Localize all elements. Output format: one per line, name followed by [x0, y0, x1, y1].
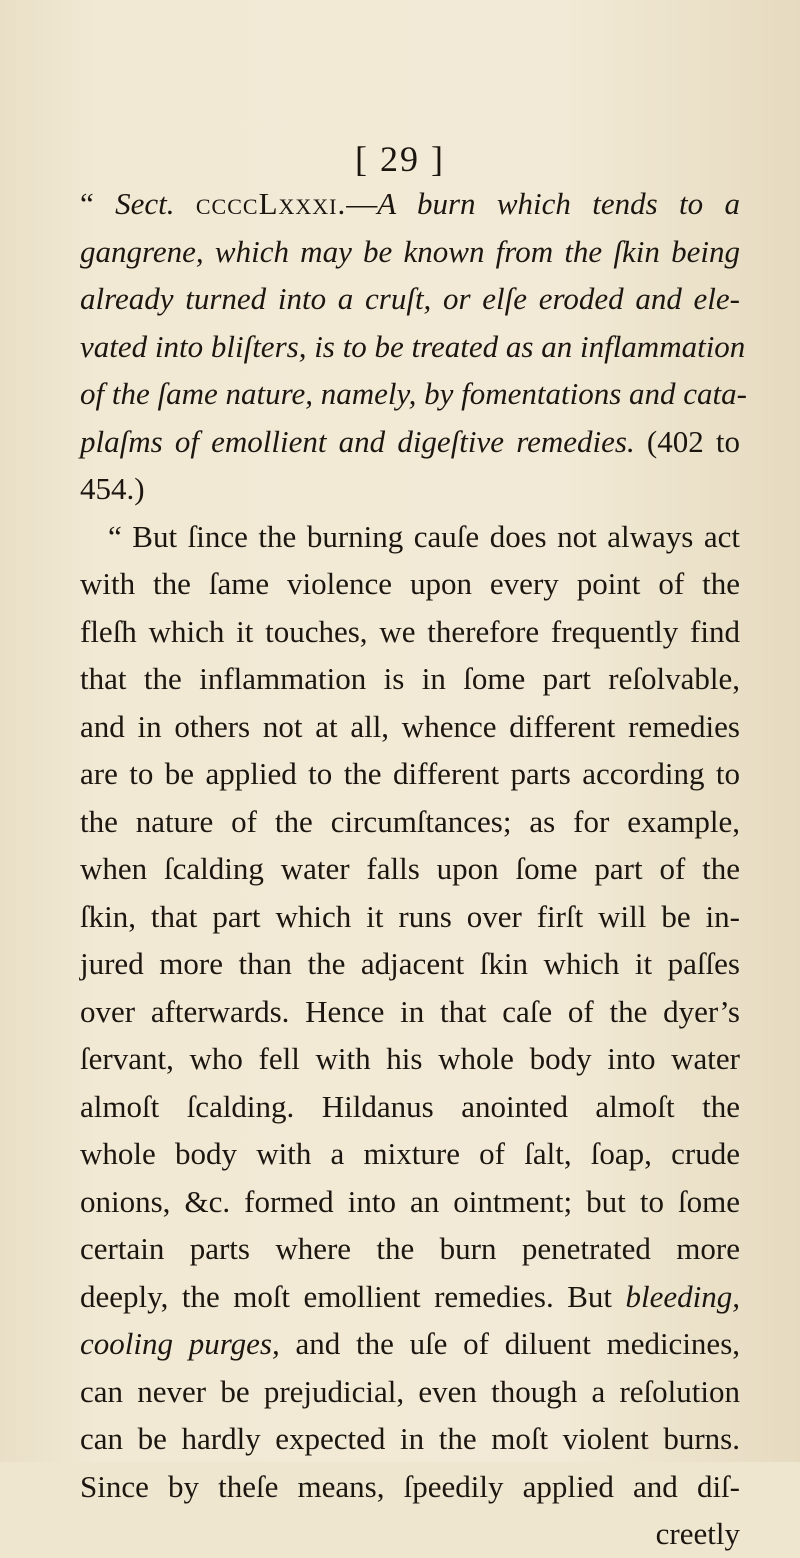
heading-line: vated into bliſters, is to be treated as an inflammation: [80, 328, 746, 364]
body-line: over afterwards. Hence in that caſe of the dyer’s: [80, 993, 740, 1029]
section-dash: —: [346, 186, 378, 221]
body-line: Since by theſe means, ſpeedily applied and diſ-: [80, 1468, 740, 1504]
body-line: “ But ſince the burning cauſe does not always act: [108, 518, 740, 554]
page-number: [ 29 ]: [355, 139, 445, 179]
body-line: can never be prejudicial, even though a reſolution: [80, 1373, 740, 1409]
heading-line: already turned into a cruſt, or elſe eroded and ele-: [80, 281, 740, 316]
but-word: But: [567, 1278, 613, 1314]
heading-line: of the ſame nature, namely, by fomentations and cata-: [80, 376, 747, 411]
body-line: when ſcalding water falls upon ſome part of the: [80, 851, 740, 886]
section-number: ccccLxxxi.: [195, 186, 347, 221]
italic-cooling-purges: cooling purges,: [80, 1326, 280, 1361]
body-line: jured more than the adjacent ſkin which it paſſes: [80, 946, 740, 981]
heading-line: gangrene, which may be known from the ſkin being: [80, 233, 740, 269]
body-line: cooling purges, and the uſe of diluent medicines,: [80, 1326, 741, 1361]
italic-bleeding: bleeding,: [625, 1278, 740, 1314]
section-reference: (402 to: [646, 423, 740, 459]
body-line: the nature of the circumſtances; as for example,: [80, 803, 740, 839]
text-block: [80, 180, 747, 1558]
body-line: certain parts where the burn penetrated more: [80, 1231, 740, 1266]
body-line: ſervant, who fell with his whole body into water: [80, 1041, 740, 1076]
body-line: fleſh which it touches, we therefore frequently find: [80, 613, 740, 649]
section-heading-line-1: [80, 180, 740, 228]
body-line: are to be applied to the different parts according to: [80, 756, 740, 791]
body-line: that the inflammation is in ſome part reſolvable,: [80, 661, 740, 696]
body-line: whole body with a mixture of ſalt, ſoap, crude: [80, 1136, 740, 1171]
heading-text: A burn which tends to a: [377, 186, 741, 221]
body-line: can be hardly expected in the moſt violent burns.: [80, 1421, 740, 1456]
open-quote: “: [80, 186, 94, 221]
body-line: deeply, the moſt emollient remedies. But bleeding,: [80, 1278, 740, 1314]
body-line: onions, &c. formed into an ointment; but to ſome: [80, 1183, 740, 1219]
catchword: creetly: [655, 1516, 740, 1551]
body-line: with the ſame violence upon every point of the: [80, 566, 740, 601]
body-line: almoſt ſcalding. Hildanus anointed almoſt the: [80, 1088, 740, 1124]
body-line: ſkin, that part which it runs over firſt will be in-: [80, 898, 740, 934]
body-line: and in others not at all, whence different remedies: [80, 708, 740, 744]
heading-line: plaſms of emollient and digeſtive remedies. (402 to: [80, 423, 740, 459]
section-label: Sect.: [115, 186, 175, 221]
section-reference-end: 454.): [80, 471, 145, 506]
